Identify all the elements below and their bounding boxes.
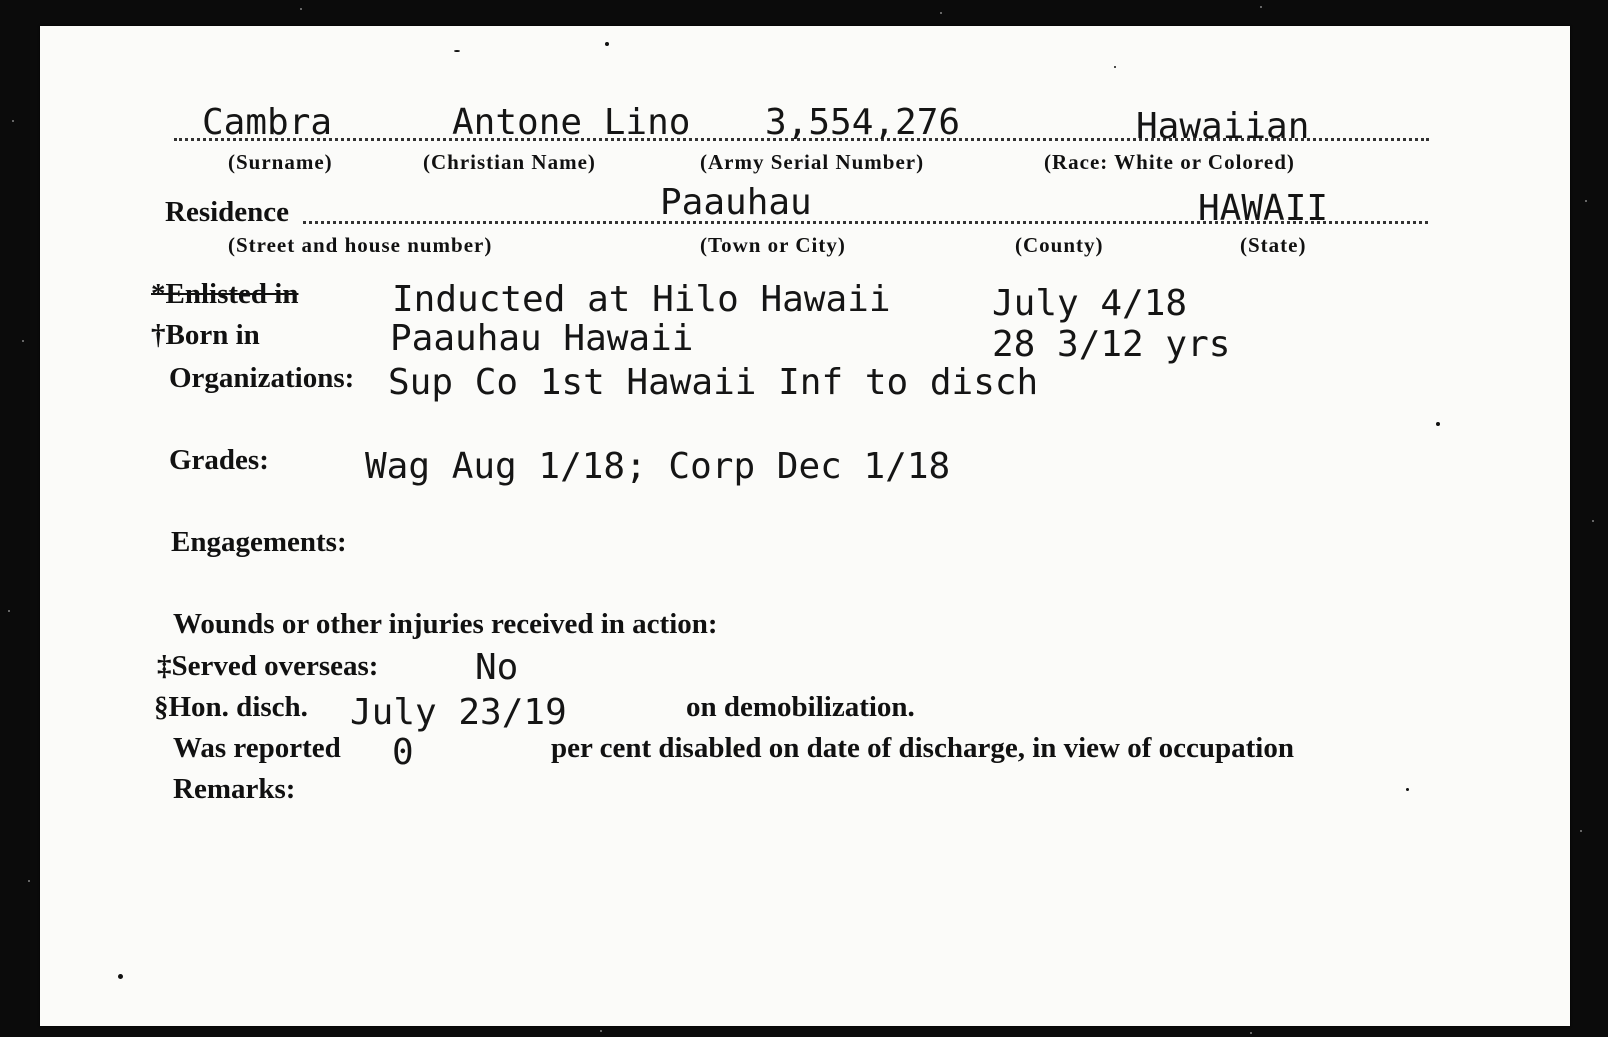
christian-name-value: Antone Lino [452,102,691,143]
discharge-suffix: on demobilization. [686,691,915,723]
born-age: 28 3/12 yrs [992,324,1231,365]
born-value: Paauhau Hawaii [390,318,694,359]
enlisted-label-text: *Enlisted in [151,278,299,310]
border-noise [22,340,24,342]
scan-speck [1436,422,1440,426]
scan-speck [1114,66,1116,68]
race-value: Hawaiian [1136,106,1310,147]
border-noise [300,8,302,10]
state-caption: (State) [1240,233,1307,257]
serial-number-value: 3,554,276 [765,102,961,143]
surname-caption: (Surname) [228,150,333,174]
disabled-suffix: per cent disabled on date of discharge, in view of occupation [551,732,1294,764]
born-label: †Born in [151,319,260,351]
residence-town-value: Paauhau [660,182,812,223]
border-noise [28,880,30,882]
overseas-label: ‡Served overseas: [157,650,379,682]
service-record-card [40,26,1570,1026]
enlisted-date: July 4/18 [992,283,1188,324]
border-noise [1260,6,1262,8]
county-caption: (County) [1015,233,1104,257]
engagements-label: Engagements: [171,526,347,558]
organizations-label: Organizations: [169,362,355,394]
border-noise [8,610,10,612]
town-caption: (Town or City) [700,233,846,257]
street-caption: (Street and house number) [228,233,493,257]
surname-value: Cambra [202,102,333,143]
border-noise [1580,830,1582,832]
scan-speck [605,42,609,46]
disabled-value: 0 [392,732,414,773]
disabled-label: Was reported [173,732,341,764]
scan-speck [454,50,460,52]
grades-label: Grades: [169,444,269,476]
border-noise [1585,200,1587,202]
wounds-label: Wounds or other injuries received in action: [173,608,718,640]
overseas-value: No [475,647,519,688]
discharge-value: July 23/19 [350,692,567,733]
scan-speck [118,974,123,979]
border-noise [12,120,14,122]
scan-speck [1406,788,1409,791]
christian-name-caption: (Christian Name) [423,150,596,174]
discharge-label: §Hon. disch. [154,691,308,723]
border-noise [600,1030,602,1032]
organizations-value: Sup Co 1st Hawaii Inf to disch [388,362,1039,403]
remarks-label: Remarks: [173,773,296,805]
border-noise [940,12,942,14]
border-noise [1592,520,1594,522]
serial-number-caption: (Army Serial Number) [700,150,925,174]
border-noise [1250,1032,1252,1034]
grades-value: Wag Aug 1/18; Corp Dec 1/18 [365,446,951,487]
residence-state-value: HAWAII [1198,188,1329,229]
residence-label: Residence [165,196,290,228]
enlisted-value: Inducted at Hilo Hawaii [392,279,891,320]
race-caption: (Race: White or Colored) [1044,150,1295,174]
enlisted-label [151,278,298,311]
